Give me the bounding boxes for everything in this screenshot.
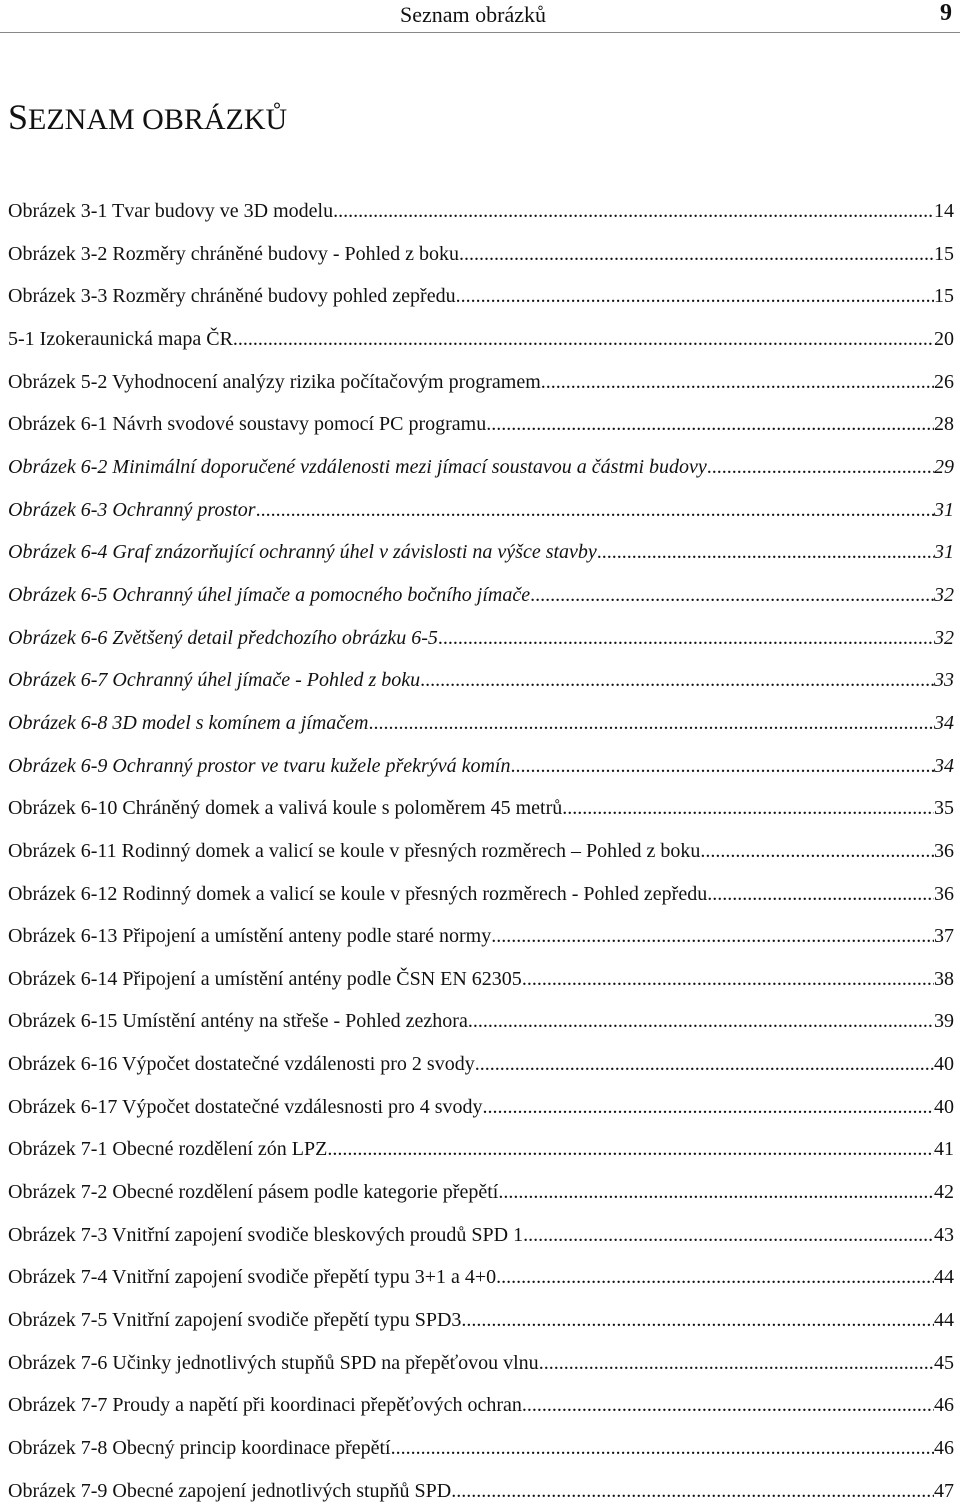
dot-leader <box>368 702 934 745</box>
toc-entry[interactable] <box>8 958 954 1001</box>
dot-leader <box>461 1299 934 1342</box>
toc-entry-title[interactable]: Obrázek 6-17 Výpočet dostatečné vzdálesnosti pro 4 svody <box>8 1095 483 1118</box>
toc-entry[interactable] <box>8 659 954 702</box>
dot-leader <box>541 361 934 404</box>
toc-entry-page[interactable]: 36 <box>934 882 954 905</box>
toc-entry-title[interactable]: Obrázek 6-12 Rodinný domek a valicí se koule v přesných rozměrech - Pohled zepředu <box>8 882 708 905</box>
toc-entry[interactable] <box>8 1086 954 1129</box>
toc-entry-title[interactable]: Obrázek 7-7 Proudy a napětí při koordinaci přepěťových ochran <box>8 1394 522 1417</box>
toc-entry[interactable] <box>8 1128 954 1171</box>
toc-entry-title[interactable]: Obrázek 6-15 Umístění antény na střeše - Pohled zezhora <box>8 1010 468 1033</box>
toc-entry-title[interactable]: Obrázek 6-9 Ochranný prostor ve tvaru kužele překrývá komín <box>8 754 511 777</box>
dot-leader <box>327 1128 934 1171</box>
toc-entry-title[interactable]: Obrázek 7-6 Učinky jednotlivých stupňů SPD na přepěťovou vlnu <box>8 1351 539 1374</box>
toc-entry[interactable] <box>8 1256 954 1299</box>
toc-entry-title[interactable]: Obrázek 6-10 Chráněný domek a valivá koule s poloměrem 45 metrů <box>8 797 563 820</box>
toc-entry[interactable] <box>8 318 954 361</box>
toc-entry-page[interactable]: 32 <box>934 626 954 649</box>
dot-leader <box>530 574 934 617</box>
toc-entry-page[interactable]: 47 <box>934 1479 954 1502</box>
toc-entry[interactable] <box>8 702 954 745</box>
dot-leader <box>523 1214 934 1257</box>
toc-entry-page[interactable]: 34 <box>934 711 954 734</box>
toc-entry-page[interactable]: 31 <box>934 541 954 564</box>
toc-entry-title[interactable]: Obrázek 6-6 Zvětšený detail předchozího obrázku 6-5 <box>8 626 438 649</box>
toc-entry-page[interactable]: 34 <box>934 754 954 777</box>
toc-entry-title[interactable]: Obrázek 6-13 Připojení a umístění anteny podle staré normy <box>8 925 492 948</box>
dot-leader <box>333 190 934 233</box>
toc-entry[interactable] <box>8 915 954 958</box>
toc-entry[interactable] <box>8 1342 954 1385</box>
dot-leader <box>233 318 934 361</box>
toc-entry-page[interactable]: 38 <box>934 967 954 990</box>
dot-leader <box>522 958 934 1001</box>
toc-entry-title[interactable]: Obrázek 6-14 Připojení a umístění antény podle ČSN EN 62305 <box>8 967 522 990</box>
toc-entry[interactable] <box>8 531 954 574</box>
dot-leader <box>468 1000 934 1043</box>
figure-list <box>8 190 954 1512</box>
dot-leader <box>438 617 934 660</box>
toc-entry-title[interactable]: Obrázek 7-4 Vnitřní zapojení svodiče přepětí typu 3+1 a 4+0 <box>8 1266 497 1289</box>
toc-entry-title[interactable]: Obrázek 6-1 Návrh svodové soustavy pomocí PC programu <box>8 413 487 436</box>
toc-entry-page[interactable]: 26 <box>934 370 954 393</box>
toc-entry-page[interactable]: 36 <box>934 839 954 862</box>
dot-leader <box>510 745 934 788</box>
toc-entry-title[interactable]: Obrázek 7-3 Vnitřní zapojení svodiče bleskových proudů SPD 1 <box>8 1223 524 1246</box>
dot-leader <box>475 1043 934 1086</box>
dot-leader <box>456 275 934 318</box>
toc-entry[interactable] <box>8 190 954 233</box>
toc-entry[interactable] <box>8 1043 954 1086</box>
toc-entry-page[interactable]: 14 <box>934 200 954 222</box>
dot-leader <box>539 1342 934 1385</box>
dot-leader <box>420 659 934 702</box>
toc-entry[interactable] <box>8 1427 954 1470</box>
toc-entry-title[interactable]: Obrázek 6-4 Graf znázorňující ochranný úhel v závislosti na výšce stavby <box>8 541 597 564</box>
dot-leader <box>391 1427 934 1470</box>
dot-leader <box>522 1384 934 1427</box>
dot-leader <box>700 830 934 873</box>
toc-entry-page[interactable]: 44 <box>934 1266 954 1289</box>
toc-entry[interactable] <box>8 617 954 660</box>
toc-entry-title[interactable]: Obrázek 7-8 Obecný princip koordinace přepětí <box>8 1437 391 1460</box>
toc-entry-title[interactable]: Obrázek 7-5 Vnitřní zapojení svodiče přepětí typu SPD3 <box>8 1309 462 1332</box>
toc-entry[interactable] <box>8 1384 954 1427</box>
page-title <box>8 96 287 138</box>
toc-entry-page[interactable]: 43 <box>934 1223 954 1246</box>
toc-entry[interactable] <box>8 830 954 873</box>
toc-entry[interactable] <box>8 233 954 276</box>
toc-entry-page[interactable]: 31 <box>934 498 954 521</box>
dot-leader <box>483 1086 934 1129</box>
dot-leader <box>707 446 934 489</box>
header-page-number: 9 <box>940 0 952 26</box>
toc-entry-title[interactable]: Obrázek 3-1 Tvar budovy ve 3D modelu <box>8 200 334 222</box>
toc-entry[interactable] <box>8 275 954 318</box>
toc-entry-title[interactable]: Obrázek 7-9 Obecné zapojení jednotlivých stupňů SPD <box>8 1479 452 1502</box>
toc-entry-title[interactable]: Obrázek 6-7 Ochranný úhel jímače - Pohled z boku <box>8 669 421 692</box>
toc-entry[interactable] <box>8 873 954 916</box>
toc-entry-page[interactable]: 15 <box>934 285 954 308</box>
dot-leader <box>597 531 934 574</box>
toc-entry-page[interactable]: 44 <box>934 1309 954 1332</box>
toc-entry[interactable] <box>8 361 954 404</box>
dot-leader <box>256 489 934 532</box>
toc-entry-page[interactable]: 32 <box>934 583 954 606</box>
toc-entry-page[interactable]: 46 <box>934 1437 954 1460</box>
toc-entry-title[interactable]: 5-1 Izokeraunická mapa ČR <box>8 327 233 350</box>
toc-entry-title[interactable]: Obrázek 5-2 Vyhodnocení analýzy rizika počítačovým programem <box>8 370 541 393</box>
toc-entry[interactable] <box>8 1214 954 1257</box>
toc-entry[interactable] <box>8 745 954 788</box>
toc-entry-title[interactable]: Obrázek 6-11 Rodinný domek a valicí se koule v přesných rozměrech – Pohled z boku <box>8 839 701 862</box>
toc-entry[interactable] <box>8 1299 954 1342</box>
toc-entry-page[interactable]: 46 <box>934 1394 954 1417</box>
dot-leader <box>464 233 934 276</box>
toc-entry-page[interactable]: 37 <box>934 925 954 948</box>
page-title-rest: EZNAM OBRÁZKŮ <box>28 103 288 136</box>
toc-entry-page[interactable]: 45 <box>934 1351 954 1374</box>
dot-leader <box>486 403 934 446</box>
dot-leader <box>491 915 934 958</box>
toc-entry[interactable] <box>8 446 954 489</box>
toc-entry[interactable] <box>8 787 954 830</box>
toc-entry-title[interactable]: Obrázek 7-2 Obecné rozdělení pásem podle kategorie přepětí <box>8 1181 499 1204</box>
toc-entry-page[interactable]: 40 <box>934 1053 954 1076</box>
running-header <box>0 0 960 33</box>
toc-entry[interactable] <box>8 1000 954 1043</box>
toc-entry-page[interactable]: 28 <box>934 413 954 436</box>
toc-entry-page[interactable]: 15 <box>934 242 954 265</box>
page-title-initial: S <box>8 97 29 137</box>
toc-entry-title[interactable]: Obrázek 6-16 Výpočet dostatečné vzdálenosti pro 2 svody <box>8 1053 475 1076</box>
toc-entry-title[interactable]: Obrázek 6-2 Minimální doporučené vzdálenosti mezi jímací soustavou a částmi budovy <box>8 455 707 478</box>
toc-entry-title[interactable]: Obrázek 7-1 Obecné rozdělení zón LPZ <box>8 1138 328 1161</box>
toc-entry-page[interactable]: 35 <box>934 797 954 820</box>
header-title: Seznam obrázků <box>400 2 546 27</box>
toc-entry-title[interactable]: Obrázek 3-2 Rozměry chráněné budovy - Pohled z boku. <box>8 242 464 265</box>
toc-entry-title[interactable]: Obrázek 3-3 Rozměry chráněné budovy pohled zepředu <box>8 285 456 308</box>
toc-entry-page[interactable]: 39 <box>934 1010 954 1033</box>
toc-entry-page[interactable]: 29 <box>934 455 954 478</box>
dot-leader <box>496 1256 934 1299</box>
toc-entry-page[interactable]: 41 <box>934 1138 954 1161</box>
toc-entry-title[interactable]: Obrázek 6-5 Ochranný úhel jímače a pomocného bočního jímače <box>8 583 531 606</box>
toc-entry-page[interactable]: 42 <box>934 1181 954 1204</box>
dot-leader <box>707 873 934 916</box>
toc-entry-page[interactable]: 33 <box>934 669 954 692</box>
toc-entry-page[interactable]: 40 <box>934 1095 954 1118</box>
dot-leader <box>562 787 934 830</box>
toc-entry-page[interactable]: 20 <box>934 327 954 350</box>
toc-entry[interactable] <box>8 489 954 532</box>
dot-leader <box>498 1171 934 1214</box>
toc-entry[interactable] <box>8 403 954 446</box>
toc-entry[interactable] <box>8 574 954 617</box>
toc-entry-title[interactable]: Obrázek 6-8 3D model s komínem a jímačem <box>8 711 369 734</box>
toc-entry-title[interactable]: Obrázek 6-3 Ochranný prostor <box>8 498 256 521</box>
toc-entry[interactable] <box>8 1171 954 1214</box>
